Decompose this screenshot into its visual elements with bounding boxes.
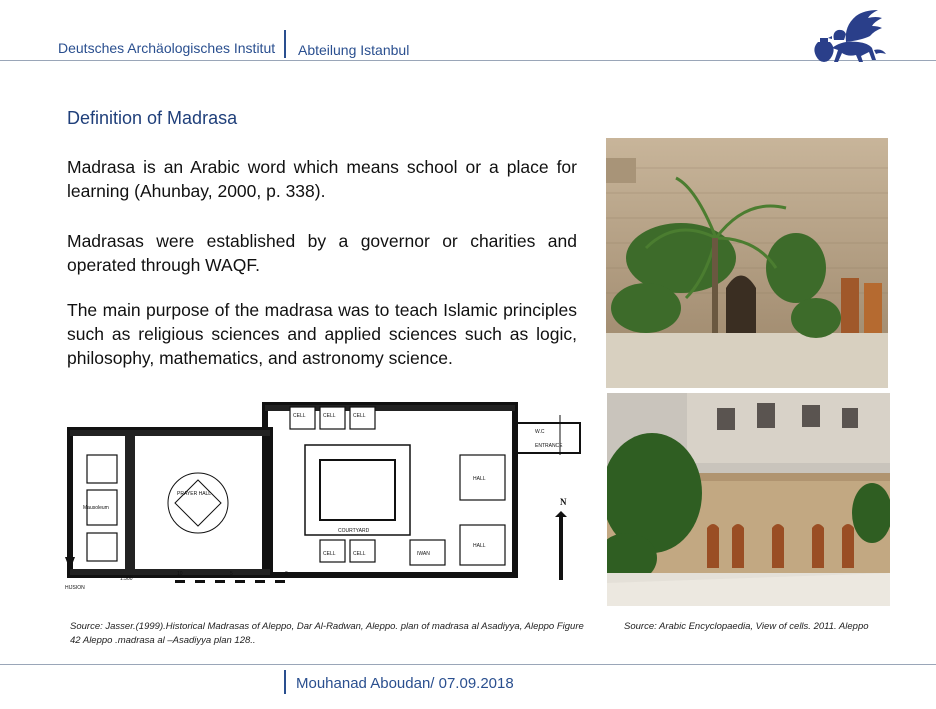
source-photo-citation: Source: Arabic Encyclopaedia, View of cells. 2011. Aleppo xyxy=(624,621,869,632)
footer-divider xyxy=(284,670,286,694)
madrasa-courtyard-photo xyxy=(606,138,888,388)
plan-label-iwan: IWAN xyxy=(417,551,430,557)
author-date: Mouhanad Aboudan/ 07.09.2018 xyxy=(296,675,514,692)
plan-label-entrance: ENTRANCE xyxy=(535,443,563,449)
plan-label-cell: CELL xyxy=(323,413,336,419)
plan-label-cell: CELL xyxy=(293,413,306,419)
header-divider xyxy=(284,30,286,58)
griffin-logo-icon xyxy=(810,8,890,66)
source-plan-citation: Source: Jasser.(1999).Historical Madrasas of Aleppo, Dar Al-Radwan, Aleppo. plan of madrasa al Asadiyya, Aleppo Figure 42 Aleppo .madrasa al –Asadiyya plan 128.. xyxy=(70,621,584,646)
compass-arrow-icon xyxy=(65,557,75,570)
plan-label-hall: HALL xyxy=(473,476,486,482)
header-rule xyxy=(0,60,936,61)
plan-author-mark: HIJSION xyxy=(65,585,85,591)
slide-title: Definition of Madrasa xyxy=(67,108,238,128)
department-name: Abteilung Istanbul xyxy=(298,42,410,58)
north-arrow-icon xyxy=(559,515,563,580)
paragraph-definition: Madrasa is an Arabic word which means school or a place for learning (Ahunbay, 2000, p. 338). xyxy=(67,157,577,201)
plan-label-mausoleum: Mausoleum xyxy=(83,505,109,511)
plan-label-cell: CELL xyxy=(353,551,366,557)
plan-scale-tick: 5 xyxy=(230,571,233,577)
paragraph-establishment: Madrasas were established by a governor or charities and operated through WAQF. xyxy=(67,231,577,275)
plan-label-courtyard: COURTYARD xyxy=(338,528,370,534)
plan-scale-tick: 10 xyxy=(177,571,183,577)
institute-name: Deutsches Archäologisches Institut xyxy=(58,40,276,56)
plan-label-wc: W.C xyxy=(535,429,545,435)
plan-label-prayer-hall: PRAYER HALL xyxy=(177,491,212,497)
footer-rule xyxy=(0,664,936,665)
paragraph-purpose: The main purpose of the madrasa was to teach Islamic principles such as religious sciences and applied sciences such as logic, philosophy, mathematics, and astronomy science. xyxy=(67,300,577,368)
plan-label-cell: CELL xyxy=(323,551,336,557)
north-label: N xyxy=(560,497,567,507)
plan-label-hall: HALL xyxy=(473,543,486,549)
madrasa-floor-plan xyxy=(65,395,590,595)
plan-scale-tick: 0 xyxy=(285,571,288,577)
plan-label-cell: CELL xyxy=(353,413,366,419)
plan-scale-label: 1:300 xyxy=(120,576,133,582)
madrasa-cells-photo xyxy=(607,393,890,606)
